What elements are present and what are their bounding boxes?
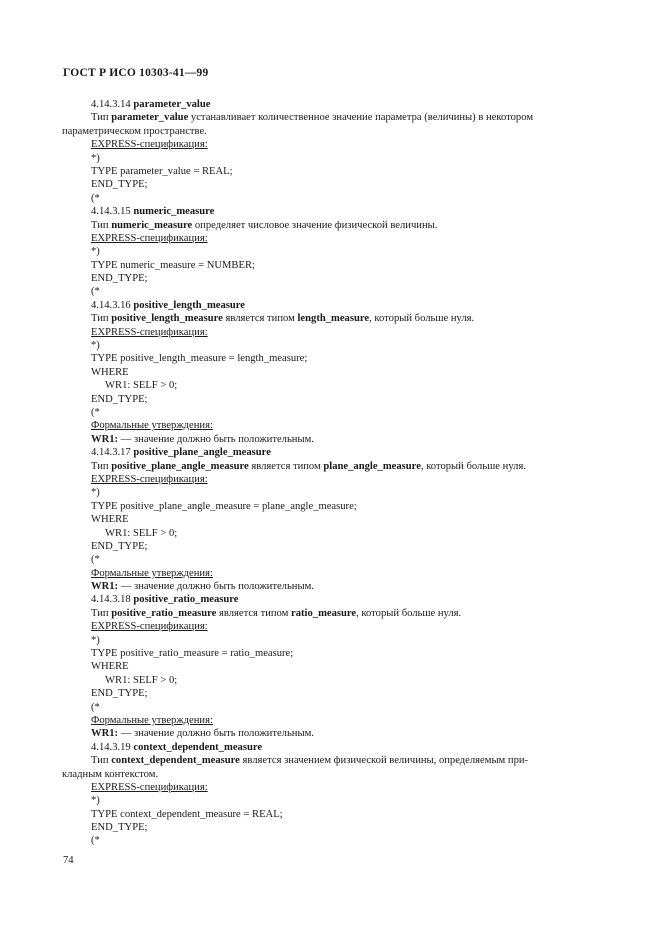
desc-base-type: ratio_measure [291, 607, 357, 619]
code-line: *) [91, 795, 100, 807]
desc-text: устанавливает количественное значение параметра (величины) в некотором [188, 112, 534, 124]
code-line: TYPE numeric_measure = NUMBER; [91, 259, 255, 271]
formal-statements-label: Формальные утверждения: [91, 567, 213, 579]
desc-type-name: context_dependent_measure [111, 755, 240, 767]
section-heading-positive-length-measure [62, 299, 608, 312]
section-number: 4.14.3.18 [91, 594, 134, 606]
code-line: END_TYPE; [91, 688, 148, 700]
section-description [62, 754, 608, 767]
section-name: context_dependent_measure [133, 741, 263, 753]
code-line: END_TYPE; [91, 393, 148, 405]
code-line: TYPE context_dependent_measure = REAL; [91, 808, 283, 820]
section-description-continued: параметрическом пространстве. [62, 125, 207, 137]
section-number: 4.14.3.16 [91, 299, 134, 311]
code-line: (* [91, 286, 100, 298]
code-line: TYPE parameter_value = REAL; [91, 165, 233, 177]
formal-statements-label: Формальные утверждения: [91, 420, 213, 432]
formal-statements-label: Формальные утверждения: [91, 714, 213, 726]
section-description [62, 312, 608, 325]
section-name: positive_plane_angle_measure [133, 447, 271, 459]
desc-text: , который больше нуля. [369, 313, 475, 325]
rule-text: — значение должно быть положительным. [118, 728, 314, 740]
page-number: 74 [63, 855, 74, 866]
rule-text: — значение должно быть положительным. [118, 581, 314, 593]
section-heading-parameter-value [62, 98, 608, 111]
section-number: 4.14.3.17 [91, 447, 134, 459]
section-description [62, 111, 608, 124]
code-line: WHERE [91, 366, 129, 378]
section-description-continued: кладным контекстом. [62, 768, 159, 780]
rule-label: WR1: [91, 433, 119, 445]
section-description [62, 460, 608, 473]
code-line: WHERE [91, 661, 129, 673]
section-name: positive_ratio_measure [133, 594, 239, 606]
code-line: WHERE [91, 514, 129, 526]
desc-text: Тип [91, 755, 112, 767]
desc-type-name: positive_length_measure [111, 313, 223, 325]
desc-type-name: numeric_measure [111, 219, 193, 231]
section-name: parameter_value [133, 99, 211, 110]
code-line: (* [91, 192, 100, 204]
desc-text: является типом [216, 607, 291, 619]
section-description [62, 607, 608, 620]
code-line: *) [91, 340, 100, 352]
code-line: WR1: SELF > 0; [105, 380, 178, 392]
section-name: numeric_measure [133, 206, 215, 218]
code-line: (* [91, 554, 100, 566]
code-line: END_TYPE; [91, 273, 148, 285]
document-body [62, 98, 608, 848]
express-spec-label: EXPRESS-спецификация: [91, 781, 208, 793]
express-spec-label: EXPRESS-спецификация: [91, 473, 208, 485]
desc-text: Тип [91, 219, 112, 231]
code-line: WR1: SELF > 0; [105, 527, 178, 539]
desc-type-name: positive_ratio_measure [111, 607, 217, 619]
express-spec-label: EXPRESS-спецификация: [91, 326, 208, 338]
section-heading-positive-ratio-measure [62, 593, 608, 606]
code-line: *) [91, 152, 100, 164]
desc-base-type: plane_angle_measure [323, 460, 421, 472]
section-name: positive_length_measure [133, 299, 245, 311]
desc-text: является типом [222, 313, 298, 325]
desc-base-type: length_measure [297, 313, 370, 325]
document-header: ГОСТ Р ИСО 10303-41—99 [63, 67, 209, 79]
desc-text: Тип [91, 112, 112, 124]
code-line: TYPE positive_length_measure = length_measure; [91, 353, 308, 365]
section-heading-positive-plane-angle-measure [62, 446, 608, 459]
express-spec-label: EXPRESS-спецификация: [91, 621, 208, 633]
express-spec-label: EXPRESS-спецификация: [91, 139, 208, 151]
section-number: 4.14.3.14 [91, 99, 134, 110]
rule-label: WR1: [91, 728, 119, 740]
desc-text: , который больше нуля. [356, 607, 462, 619]
code-line: (* [91, 835, 100, 847]
desc-text: Тип [91, 313, 112, 325]
code-line: TYPE positive_plane_angle_measure = plane_angle_measure; [91, 500, 357, 512]
code-line: TYPE positive_ratio_measure = ratio_measure; [91, 648, 294, 660]
formal-rule [62, 433, 608, 446]
formal-rule [62, 580, 608, 593]
section-number: 4.14.3.19 [91, 741, 134, 753]
code-line: (* [91, 701, 100, 713]
rule-label: WR1: [91, 581, 119, 593]
code-line: *) [91, 487, 100, 499]
code-line: END_TYPE; [91, 540, 148, 552]
code-line: *) [91, 634, 100, 646]
desc-text: , который больше нуля. [420, 460, 526, 472]
code-line: END_TYPE; [91, 179, 148, 191]
section-heading-context-dependent-measure [62, 741, 608, 754]
formal-rule [62, 727, 608, 740]
code-line: WR1: SELF > 0; [105, 674, 178, 686]
section-number: 4.14.3.15 [91, 206, 134, 218]
code-line: *) [91, 246, 100, 258]
desc-type-name: positive_plane_angle_measure [111, 460, 249, 472]
desc-text: является значением физической величины, определяемым при- [239, 755, 529, 767]
code-line: (* [91, 406, 100, 418]
desc-type-name: parameter_value [111, 112, 189, 124]
desc-text: является типом [248, 460, 324, 472]
desc-text: Тип [91, 460, 112, 472]
section-heading-numeric-measure [62, 205, 608, 218]
code-line: END_TYPE; [91, 822, 148, 834]
desc-text: Тип [91, 607, 112, 619]
express-spec-label: EXPRESS-спецификация: [91, 232, 208, 244]
rule-text: — значение должно быть положительным. [118, 433, 314, 445]
section-description [62, 219, 608, 232]
desc-text: определяет числовое значение физической величины. [192, 219, 438, 231]
